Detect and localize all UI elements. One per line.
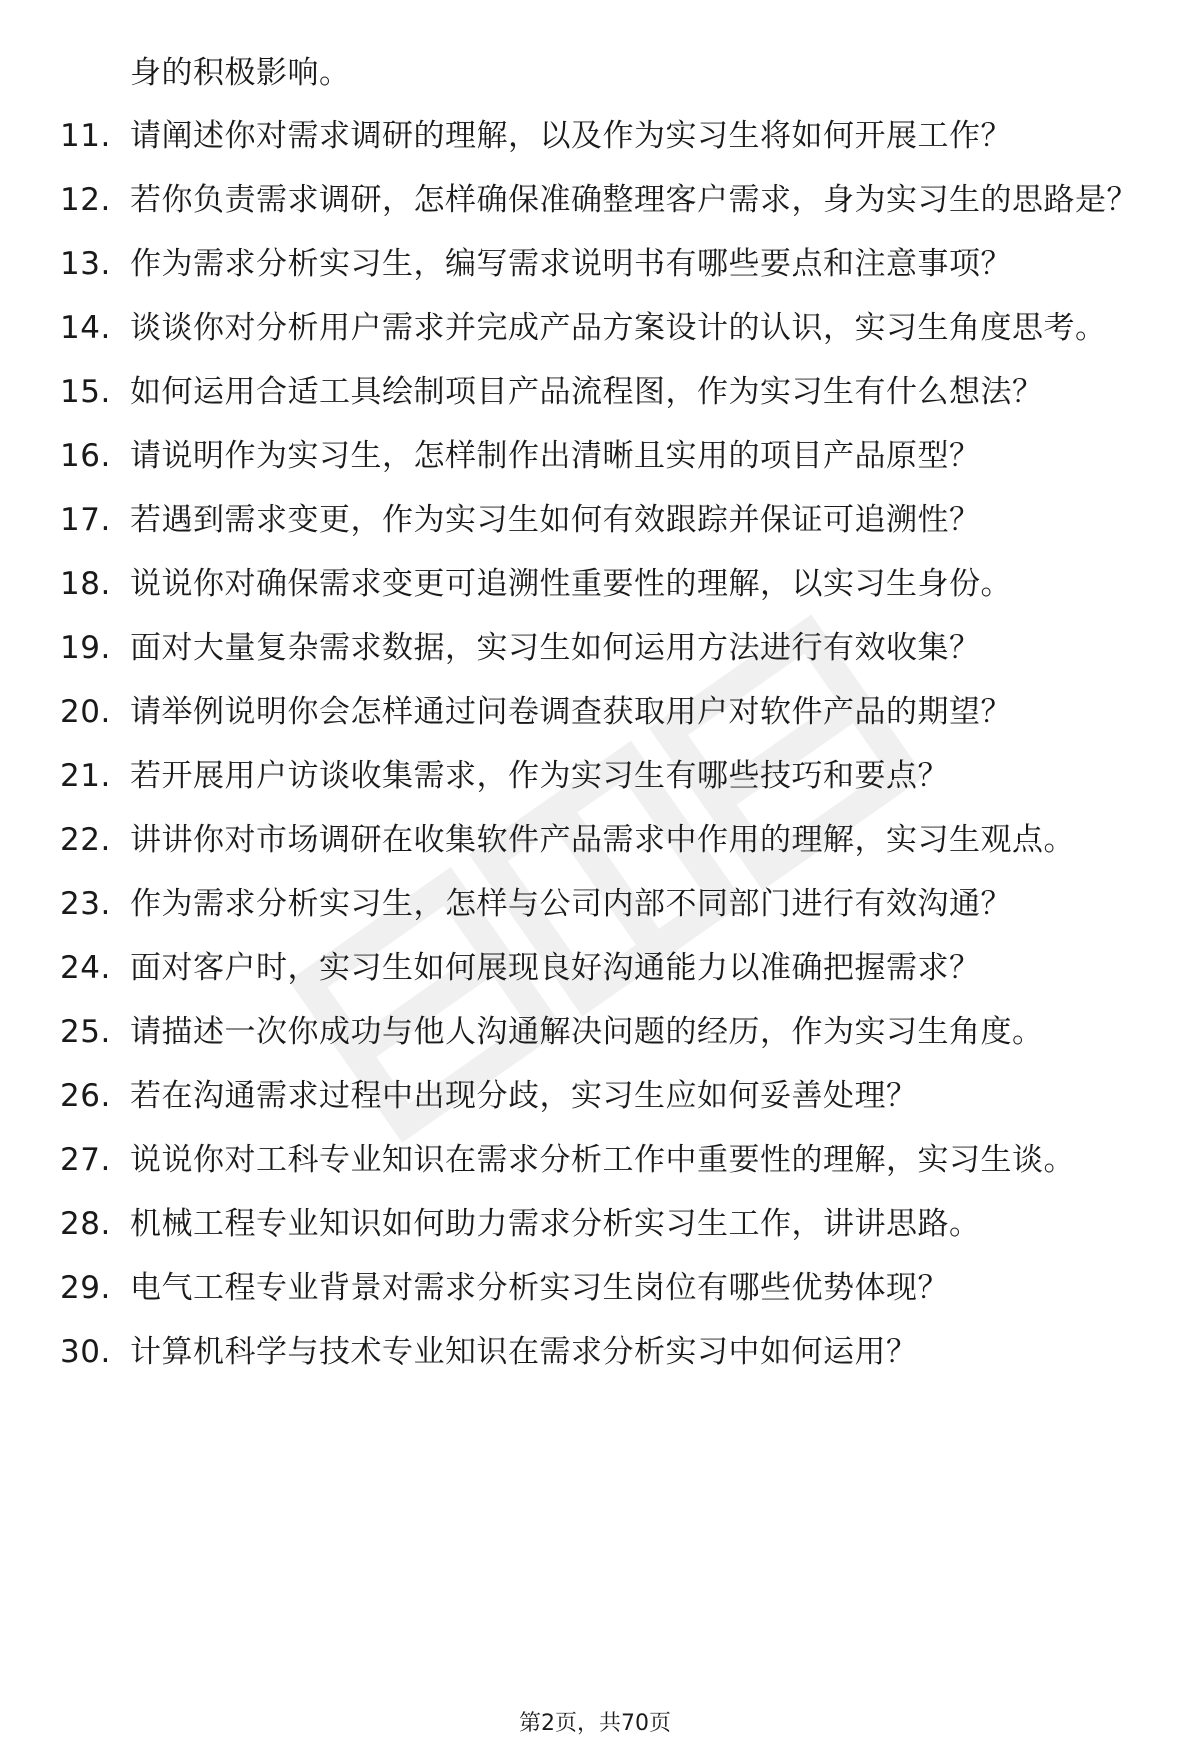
list-item [60, 499, 1150, 541]
list-item [60, 755, 1150, 797]
item-text: 面对大量复杂需求数据，实习生如何运用方法进行有效收集？ [130, 630, 981, 666]
item-number: 27. [60, 1142, 111, 1178]
list-item [60, 1267, 1150, 1309]
item-number: 16. [60, 438, 111, 474]
item-text: 若开展用户访谈收集需求，作为实习生有哪些技巧和要点？ [130, 758, 949, 794]
item-text: 如何运用合适工具绘制项目产品流程图，作为实习生有什么想法？ [130, 374, 1044, 410]
list-item [60, 563, 1150, 605]
continuation-text: 身的积极影响。 [130, 55, 351, 91]
item-text: 说说你对工科专业知识在需求分析工作中重要性的理解，实习生谈。 [130, 1142, 1075, 1178]
item-text: 若你负责需求调研，怎样确保准确整理客户需求，身为实习生的思路是？ [130, 182, 1138, 218]
item-text: 请举例说明你会怎样通过问卷调查获取用户对软件产品的期望？ [130, 694, 1012, 730]
item-number: 25. [60, 1014, 111, 1050]
question-list [60, 52, 1150, 1395]
list-item [60, 1011, 1150, 1053]
list-item [60, 947, 1150, 989]
list-item [60, 371, 1150, 413]
list-item [60, 1075, 1150, 1117]
item-text: 说说你对确保需求变更可追溯性重要性的理解，以实习生身份。 [130, 566, 1012, 602]
list-item [60, 883, 1150, 925]
item-text: 机械工程专业知识如何助力需求分析实习生工作，讲讲思路。 [130, 1206, 981, 1242]
list-item [60, 1331, 1150, 1373]
item-number: 23. [60, 886, 111, 922]
item-number: 12. [60, 182, 111, 218]
item-number: 24. [60, 950, 111, 986]
item-text: 计算机科学与技术专业知识在需求分析实习中如何运用？ [130, 1334, 918, 1370]
item-text: 请阐述你对需求调研的理解，以及作为实习生将如何开展工作？ [130, 118, 1012, 154]
list-item [60, 307, 1150, 349]
list-item [60, 243, 1150, 285]
item-text: 谈谈你对分析用户需求并完成产品方案设计的认识，实习生角度思考。 [130, 310, 1107, 346]
list-item [60, 691, 1150, 733]
item-text: 若遇到需求变更，作为实习生如何有效跟踪并保证可追溯性？ [130, 502, 981, 538]
list-item [60, 627, 1150, 669]
item-text: 作为需求分析实习生，怎样与公司内部不同部门进行有效沟通？ [130, 886, 1012, 922]
item-number: 19. [60, 630, 111, 666]
list-item [60, 819, 1150, 861]
item-number: 18. [60, 566, 111, 602]
item-text: 作为需求分析实习生，编写需求说明书有哪些要点和注意事项？ [130, 246, 1012, 282]
item-text: 面对客户时，实习生如何展现良好沟通能力以准确把握需求？ [130, 950, 981, 986]
item-number: 26. [60, 1078, 111, 1114]
list-item [60, 435, 1150, 477]
item-text: 若在沟通需求过程中出现分歧，实习生应如何妥善处理？ [130, 1078, 918, 1114]
page-footer: 第2页，共70页 [519, 1711, 671, 1736]
item-number: 17. [60, 502, 111, 538]
item-text: 请说明作为实习生，怎样制作出清晰且实用的项目产品原型？ [130, 438, 981, 474]
item-number: 22. [60, 822, 111, 858]
item-number: 13. [60, 246, 111, 282]
item-number: 30. [60, 1334, 111, 1370]
item-text: 电气工程专业背景对需求分析实习生岗位有哪些优势体现？ [130, 1270, 949, 1306]
item-number: 28. [60, 1206, 111, 1242]
list-item [60, 1139, 1150, 1181]
item-number: 14. [60, 310, 111, 346]
item-number: 15. [60, 374, 111, 410]
item-text: 讲讲你对市场调研在收集软件产品需求中作用的理解，实习生观点。 [130, 822, 1075, 858]
list-item [60, 115, 1150, 157]
item-number: 21. [60, 758, 111, 794]
item-number: 20. [60, 694, 111, 730]
list-item [60, 1203, 1150, 1245]
list-item [60, 179, 1150, 221]
item-text: 请描述一次你成功与他人沟通解决问题的经历，作为实习生角度。 [130, 1014, 1044, 1050]
item-number: 29. [60, 1270, 111, 1306]
item-number: 11. [60, 118, 111, 154]
